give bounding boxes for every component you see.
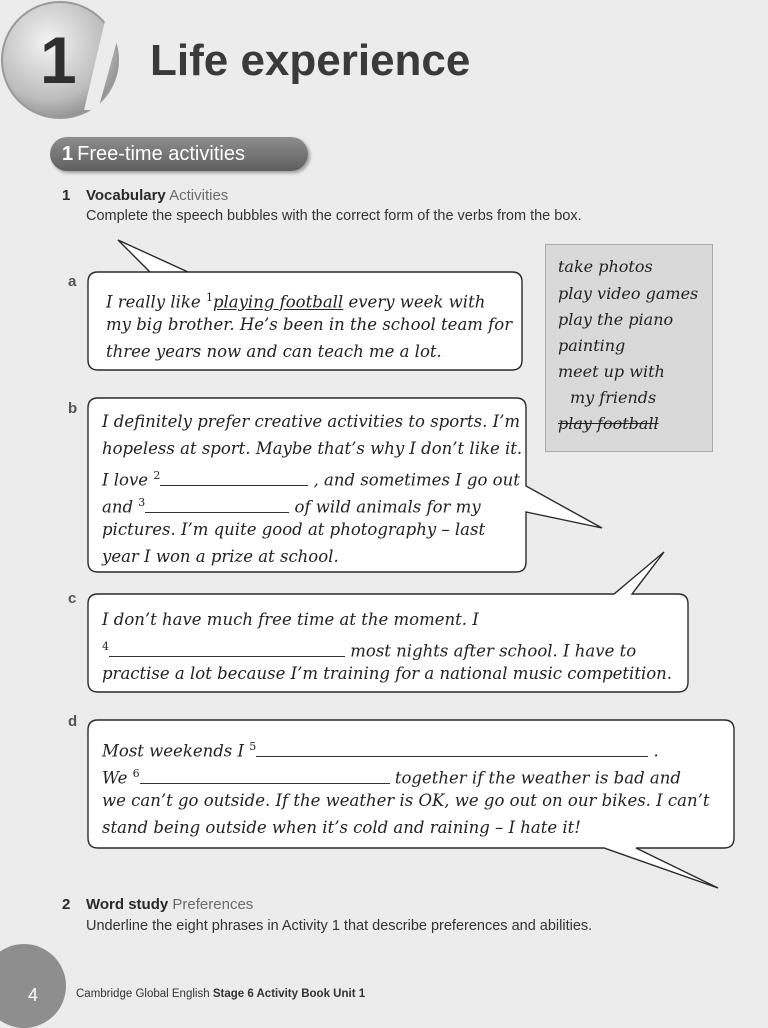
unit-number: 1 — [40, 23, 77, 97]
footer-credit — [76, 988, 365, 1000]
activity-1-title: Vocabulary — [86, 187, 166, 204]
answer-blank-2[interactable] — [160, 469, 308, 486]
word-box-item: take photos — [558, 257, 653, 276]
gap-number: 1 — [205, 291, 213, 304]
gap-number: 2 — [153, 469, 161, 482]
answer-blank-3[interactable] — [145, 496, 289, 513]
text: together if the weather is bad and — [389, 768, 681, 788]
bubble-letter-d: d — [68, 713, 78, 730]
text: I really like — [106, 292, 206, 312]
bubble-d-line-4: stand being outside when it’s cold and raining – I hate it! — [102, 818, 581, 837]
gap-number: 5 — [249, 740, 257, 753]
text: and — [102, 497, 139, 517]
bubble-letter-b: b — [68, 400, 78, 417]
bubble-c-line-3: practise a lot because I’m training for a national music competition. — [102, 664, 673, 683]
example-answer: playing football — [212, 292, 344, 312]
word-box-item: painting — [558, 336, 626, 355]
page-title: Life experience — [150, 36, 471, 85]
gap-number: 3 — [138, 496, 146, 509]
bubble-b-line-6: year I won a prize at school. — [102, 547, 339, 566]
bubble-letter-a: a — [68, 273, 77, 290]
activity-2-heading — [62, 896, 253, 913]
bubble-letter-c: c — [68, 590, 77, 607]
word-box-item: my friends — [570, 388, 657, 407]
bubble-a-line-2: my big brother. He’s been in the school team for — [106, 315, 513, 334]
activity-2-instruction: Underline the eight phrases in Activity 1 that describe preferences and abilities. — [86, 918, 593, 934]
activity-1-number: 1 — [62, 187, 71, 204]
answer-blank-5[interactable] — [256, 740, 648, 757]
activity-2-number: 2 — [62, 896, 71, 913]
text: . — [648, 741, 659, 761]
answer-blank-4[interactable] — [109, 640, 345, 657]
bubble-a-line-3: three years now and can teach me a lot. — [106, 342, 442, 361]
bubble-b-line-2: hopeless at sport. Maybe that’s why I don’t like it. — [102, 439, 523, 458]
word-box-item: meet up with — [558, 362, 665, 381]
answer-blank-6[interactable] — [140, 767, 390, 784]
text: most nights after school. I have to — [345, 641, 637, 661]
footer-book: Stage 6 Activity Book Unit 1 — [212, 988, 366, 1000]
bubble-b-line-5: pictures. I’m quite good at photography – last — [102, 520, 486, 539]
bubble-c-line-1: I don’t have much free time at the moment. I — [102, 610, 479, 629]
bubble-d-line-3: we can’t go outside. If the weather is OK, we go out on our bikes. I can’t — [102, 791, 710, 810]
word-box-item: play video games — [558, 284, 699, 303]
text: I love — [102, 470, 154, 490]
text: every week with — [343, 292, 486, 312]
activity-1-instruction: Complete the speech bubbles with the correct form of the verbs from the box. — [86, 208, 582, 224]
section-title: Free-time activities — [77, 143, 245, 165]
section-number: 1 — [62, 143, 74, 165]
gap-number: 6 — [132, 767, 140, 780]
activity-2-title: Word study — [86, 896, 169, 913]
text: Most weekends I — [102, 741, 250, 761]
text: of wild animals for my — [289, 497, 481, 517]
footer-series: Cambridge Global English — [76, 988, 210, 1000]
word-box-item: play the piano — [558, 310, 674, 329]
bubble-b-line-1: I definitely prefer creative activities to sports. I’m — [102, 412, 521, 431]
activity-2-subtitle: Preferences — [172, 896, 254, 913]
word-box-item-crossed-out: play football — [558, 414, 659, 433]
gap-number: 4 — [102, 640, 109, 653]
text: We — [102, 768, 133, 788]
activity-1-subtitle: Activities — [169, 187, 229, 204]
page-number: 4 — [28, 985, 39, 1005]
text: , and sometimes I go out — [308, 470, 520, 490]
